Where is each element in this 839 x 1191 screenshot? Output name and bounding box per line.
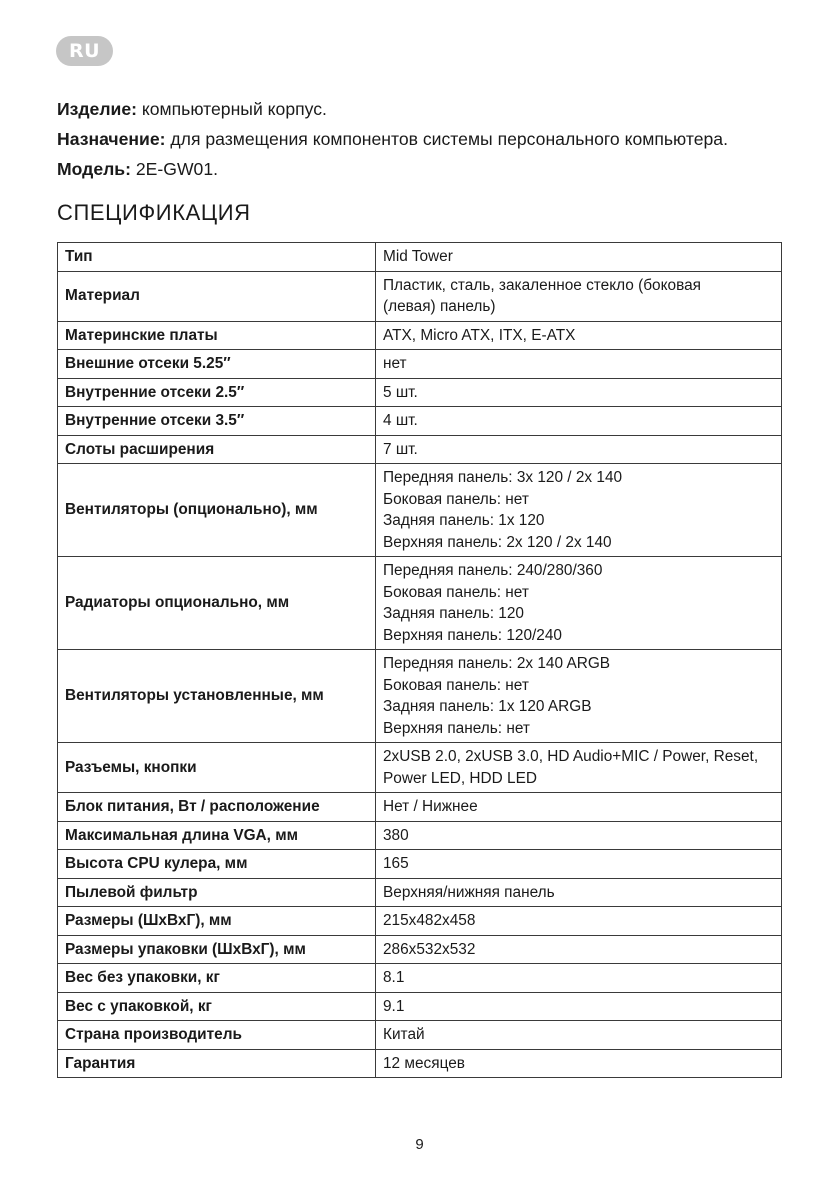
spec-key: Вентиляторы (опционально), мм [58, 464, 376, 557]
purpose-line [57, 124, 797, 154]
table-row [58, 435, 782, 464]
table-row [58, 850, 782, 879]
purpose-value: для размещения компонентов системы персонального компьютера. [170, 129, 728, 149]
spec-value: Передняя панель: 240/280/360 Боковая панель: нет Задняя панель: 120 Верхняя панель: 120/240 [376, 557, 782, 650]
spec-value: Нет / Нижнее [376, 793, 782, 822]
spec-key: Тип [58, 243, 376, 272]
spec-value: 8.1 [376, 964, 782, 993]
table-row [58, 992, 782, 1021]
spec-value: Пластик, сталь, закаленное стекло (боковая (левая) панель) [376, 271, 782, 321]
spec-key: Внешние отсеки 5.25″ [58, 350, 376, 379]
spec-key: Высота CPU кулера, мм [58, 850, 376, 879]
product-intro [57, 94, 797, 184]
spec-key: Внутренние отсеки 2.5″ [58, 378, 376, 407]
spec-key: Страна производитель [58, 1021, 376, 1050]
spec-value: 9.1 [376, 992, 782, 1021]
spec-value: 215x482x458 [376, 907, 782, 936]
table-row [58, 321, 782, 350]
model-line [57, 154, 797, 184]
table-row [58, 964, 782, 993]
purpose-label: Назначение: [57, 129, 166, 149]
spec-key: Радиаторы опционально, мм [58, 557, 376, 650]
spec-key: Материал [58, 271, 376, 321]
table-row [58, 650, 782, 743]
table-row [58, 271, 782, 321]
page-number: 9 [415, 1136, 424, 1153]
spec-key: Максимальная длина VGA, мм [58, 821, 376, 850]
spec-value: Передняя панель: 3x 120 / 2x 140 Боковая панель: нет Задняя панель: 1x 120 Верхняя панель: 2x 120 / 2x 140 [376, 464, 782, 557]
spec-value: 380 [376, 821, 782, 850]
spec-key: Вентиляторы установленные, мм [58, 650, 376, 743]
spec-value: 7 шт. [376, 435, 782, 464]
table-row [58, 557, 782, 650]
spec-key: Размеры (ШхВхГ), мм [58, 907, 376, 936]
spec-table-body [58, 243, 782, 1078]
spec-key: Пылевой фильтр [58, 878, 376, 907]
spec-value: 165 [376, 850, 782, 879]
product-line [57, 94, 797, 124]
table-row [58, 907, 782, 936]
section-title: СПЕЦИФИКАЦИЯ [57, 200, 251, 225]
table-row [58, 821, 782, 850]
table-row [58, 1049, 782, 1078]
spec-key: Вес без упаковки, кг [58, 964, 376, 993]
table-row [58, 1021, 782, 1050]
spec-table [57, 242, 782, 1078]
language-badge: RU [56, 36, 113, 66]
spec-value: 4 шт. [376, 407, 782, 436]
spec-key: Вес с упаковкой, кг [58, 992, 376, 1021]
spec-key: Слоты расширения [58, 435, 376, 464]
spec-key: Размеры упаковки (ШхВхГ), мм [58, 935, 376, 964]
spec-key: Разъемы, кнопки [58, 743, 376, 793]
table-row [58, 350, 782, 379]
spec-value: нет [376, 350, 782, 379]
table-row [58, 378, 782, 407]
spec-value: Китай [376, 1021, 782, 1050]
spec-value: Mid Tower [376, 243, 782, 272]
spec-key: Гарантия [58, 1049, 376, 1078]
table-row [58, 878, 782, 907]
spec-key: Материнские платы [58, 321, 376, 350]
spec-value: 286x532x532 [376, 935, 782, 964]
table-row [58, 743, 782, 793]
model-value: 2E-GW01. [135, 159, 219, 179]
product-value: компьютерный корпус. [141, 99, 327, 119]
product-label: Изделие: [57, 99, 137, 119]
table-row [58, 243, 782, 272]
model-label: Модель: [57, 159, 131, 179]
spec-value: Передняя панель: 2x 140 ARGB Боковая панель: нет Задняя панель: 1x 120 ARGB Верхняя панель: нет [376, 650, 782, 743]
spec-value: ATX, Micro ATX, ITX, E-ATX [376, 321, 782, 350]
spec-value: 2xUSB 2.0, 2xUSB 3.0, HD Audio+MIC / Power, Reset, Power LED, HDD LED [376, 743, 782, 793]
spec-key: Блок питания, Вт / расположение [58, 793, 376, 822]
table-row [58, 407, 782, 436]
spec-value: 12 месяцев [376, 1049, 782, 1078]
spec-value: 5 шт. [376, 378, 782, 407]
table-row [58, 793, 782, 822]
table-row [58, 935, 782, 964]
table-row [58, 464, 782, 557]
spec-key: Внутренние отсеки 3.5″ [58, 407, 376, 436]
spec-value: Верхняя/нижняя панель [376, 878, 782, 907]
